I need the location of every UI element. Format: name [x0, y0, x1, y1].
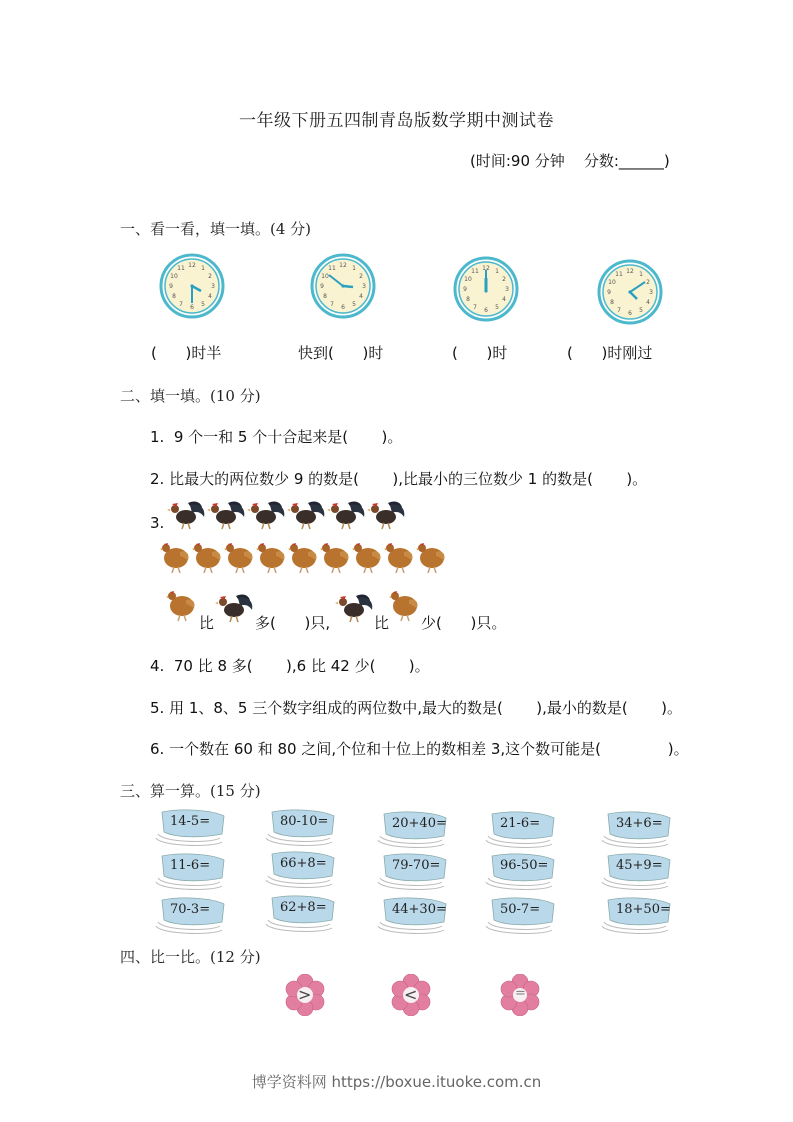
- calc-expression: 80-10=: [280, 814, 329, 829]
- svg-text:5: 5: [352, 301, 356, 308]
- clock-icon: [310, 253, 376, 319]
- section-1-heading: 一、看一看，填一填。(4 分): [120, 220, 312, 238]
- calc-expression: 34+6=: [616, 816, 663, 831]
- svg-text:7: 7: [330, 301, 334, 308]
- svg-text:8: 8: [323, 293, 327, 300]
- clock-icon: [597, 259, 663, 325]
- question-2-6: 6. 一个数在 60 和 80 之间,个位和十位上的数相差 3,这个数可能是( )。: [150, 740, 689, 758]
- calc-card: [152, 852, 228, 900]
- svg-text:9: 9: [607, 289, 611, 296]
- calc-card: [374, 810, 450, 858]
- svg-text:10: 10: [464, 276, 472, 283]
- hen-icon: [166, 586, 198, 628]
- svg-text:3: 3: [505, 286, 509, 293]
- question-2-1: 1. 9 个一和 5 个十合起来是( )。: [150, 428, 403, 446]
- rooster-icon: [334, 590, 374, 628]
- svg-text:10: 10: [170, 273, 178, 280]
- clock-3: [453, 256, 519, 326]
- calc-card: [598, 810, 674, 858]
- exam-meta: (时间:90 分钟 分数:______): [470, 152, 670, 170]
- calc-card: [262, 808, 338, 856]
- calc-expression: 20+40=: [392, 816, 447, 831]
- rooster-row: [166, 497, 406, 531]
- calc-card: [262, 850, 338, 898]
- calc-expression: 44+30=: [392, 902, 447, 917]
- compare-1-bi: 比: [199, 614, 215, 632]
- clock-icon: [453, 256, 519, 322]
- svg-text:6: 6: [628, 310, 632, 317]
- svg-text:10: 10: [321, 273, 329, 280]
- question-2-2: 2. 比最大的两位数少 9 的数是( ),比最小的三位数少 1 的数是( )。: [150, 470, 648, 488]
- symbol-label: <: [404, 985, 418, 1004]
- calc-card: [482, 896, 558, 944]
- svg-text:8: 8: [610, 299, 614, 306]
- calc-expression: 96-50=: [500, 858, 549, 873]
- svg-text:7: 7: [617, 307, 621, 314]
- clock-2-label: 快到( )时: [298, 344, 384, 362]
- svg-text:4: 4: [502, 296, 506, 303]
- calc-expression: 18+50=: [616, 902, 671, 917]
- svg-text:12: 12: [626, 268, 634, 275]
- svg-text:5: 5: [639, 307, 643, 314]
- calc-card: [598, 852, 674, 900]
- calc-card: [482, 810, 558, 858]
- svg-text:11: 11: [177, 265, 185, 272]
- svg-text:9: 9: [169, 283, 173, 290]
- calc-expression: 14-5=: [170, 814, 211, 829]
- svg-text:12: 12: [482, 265, 490, 272]
- calc-expression: 11-6=: [170, 858, 211, 873]
- symbol-label: >: [298, 985, 312, 1004]
- clock-3-label: ( )时: [452, 344, 508, 362]
- svg-text:12: 12: [339, 262, 347, 269]
- svg-text:12: 12: [188, 262, 196, 269]
- question-2-3-number: 3.: [150, 514, 165, 532]
- clock-2: [310, 253, 376, 323]
- hen-icon: [389, 586, 421, 628]
- section-4-heading: 四、比一比。(12 分): [120, 948, 261, 966]
- svg-text:11: 11: [328, 265, 336, 272]
- svg-text:6: 6: [190, 304, 194, 311]
- svg-text:10: 10: [608, 279, 616, 286]
- clock-1-label: ( )时半: [151, 344, 222, 362]
- compare-2-bi: 比: [374, 614, 390, 632]
- calc-card: [482, 852, 558, 900]
- calc-expression: 45+9=: [616, 858, 663, 873]
- clock-1: [159, 253, 225, 323]
- flower-greater: [284, 974, 326, 1020]
- hen-icons: [160, 538, 450, 576]
- calc-expression: 21-6=: [500, 816, 541, 831]
- svg-text:8: 8: [172, 293, 176, 300]
- clock-icon: [159, 253, 225, 319]
- svg-text:6: 6: [341, 304, 345, 311]
- svg-text:1: 1: [352, 265, 356, 272]
- question-2-4: 4. 70 比 8 多( ),6 比 42 少( )。: [150, 657, 430, 675]
- footer-watermark: 博学资料网 https://boxue.ituoke.com.cn: [251, 1073, 542, 1091]
- calc-card: [374, 896, 450, 944]
- section-2-heading: 二、填一填。(10 分): [120, 387, 261, 405]
- svg-text:2: 2: [502, 276, 506, 283]
- svg-text:7: 7: [179, 301, 183, 308]
- svg-text:5: 5: [495, 304, 499, 311]
- flower-less: [390, 974, 432, 1020]
- svg-text:3: 3: [211, 283, 215, 290]
- calc-expression: 66+8=: [280, 856, 327, 871]
- svg-text:6: 6: [484, 307, 488, 314]
- calc-card: [374, 852, 450, 900]
- svg-text:1: 1: [495, 268, 499, 275]
- svg-text:4: 4: [646, 299, 650, 306]
- svg-text:11: 11: [471, 268, 479, 275]
- calc-expression: 79-70=: [392, 858, 441, 873]
- svg-text:3: 3: [649, 289, 653, 296]
- calc-card: [262, 894, 338, 942]
- section-3-heading: 三、算一算。(15 分): [120, 782, 261, 800]
- svg-text:11: 11: [615, 271, 623, 278]
- page-title: 一年级下册五四制青岛版数学期中测试卷: [239, 111, 554, 131]
- calc-card: [152, 808, 228, 856]
- svg-text:9: 9: [320, 283, 324, 290]
- svg-text:4: 4: [359, 293, 363, 300]
- calc-expression: 62+8=: [280, 900, 327, 915]
- compare-1-more: 多( )只,: [255, 614, 331, 632]
- svg-text:4: 4: [208, 293, 212, 300]
- flower-equal: [499, 974, 541, 1020]
- svg-text:3: 3: [362, 283, 366, 290]
- svg-text:2: 2: [208, 273, 212, 280]
- svg-text:9: 9: [463, 286, 467, 293]
- svg-text:8: 8: [466, 296, 470, 303]
- svg-text:7: 7: [473, 304, 477, 311]
- calc-card: [598, 896, 674, 944]
- calc-expression: 70-3=: [170, 902, 211, 917]
- hen-row: [160, 538, 450, 576]
- rooster-icon: [214, 590, 254, 628]
- question-2-5: 5. 用 1、8、5 三个数字组成的两位数中,最大的数是( ),最小的数是( )。: [150, 699, 682, 717]
- clock-4: [597, 259, 663, 329]
- clock-4-label: ( )时刚过: [567, 344, 653, 362]
- symbol-label: =: [515, 986, 526, 1001]
- calc-card: [152, 896, 228, 944]
- svg-text:2: 2: [646, 279, 650, 286]
- svg-text:1: 1: [639, 271, 643, 278]
- svg-text:2: 2: [359, 273, 363, 280]
- calc-expression: 50-7=: [500, 902, 541, 917]
- compare-2-less: 少( )只。: [421, 614, 507, 632]
- svg-text:1: 1: [201, 265, 205, 272]
- rooster-icons: [166, 497, 406, 531]
- svg-text:5: 5: [201, 301, 205, 308]
